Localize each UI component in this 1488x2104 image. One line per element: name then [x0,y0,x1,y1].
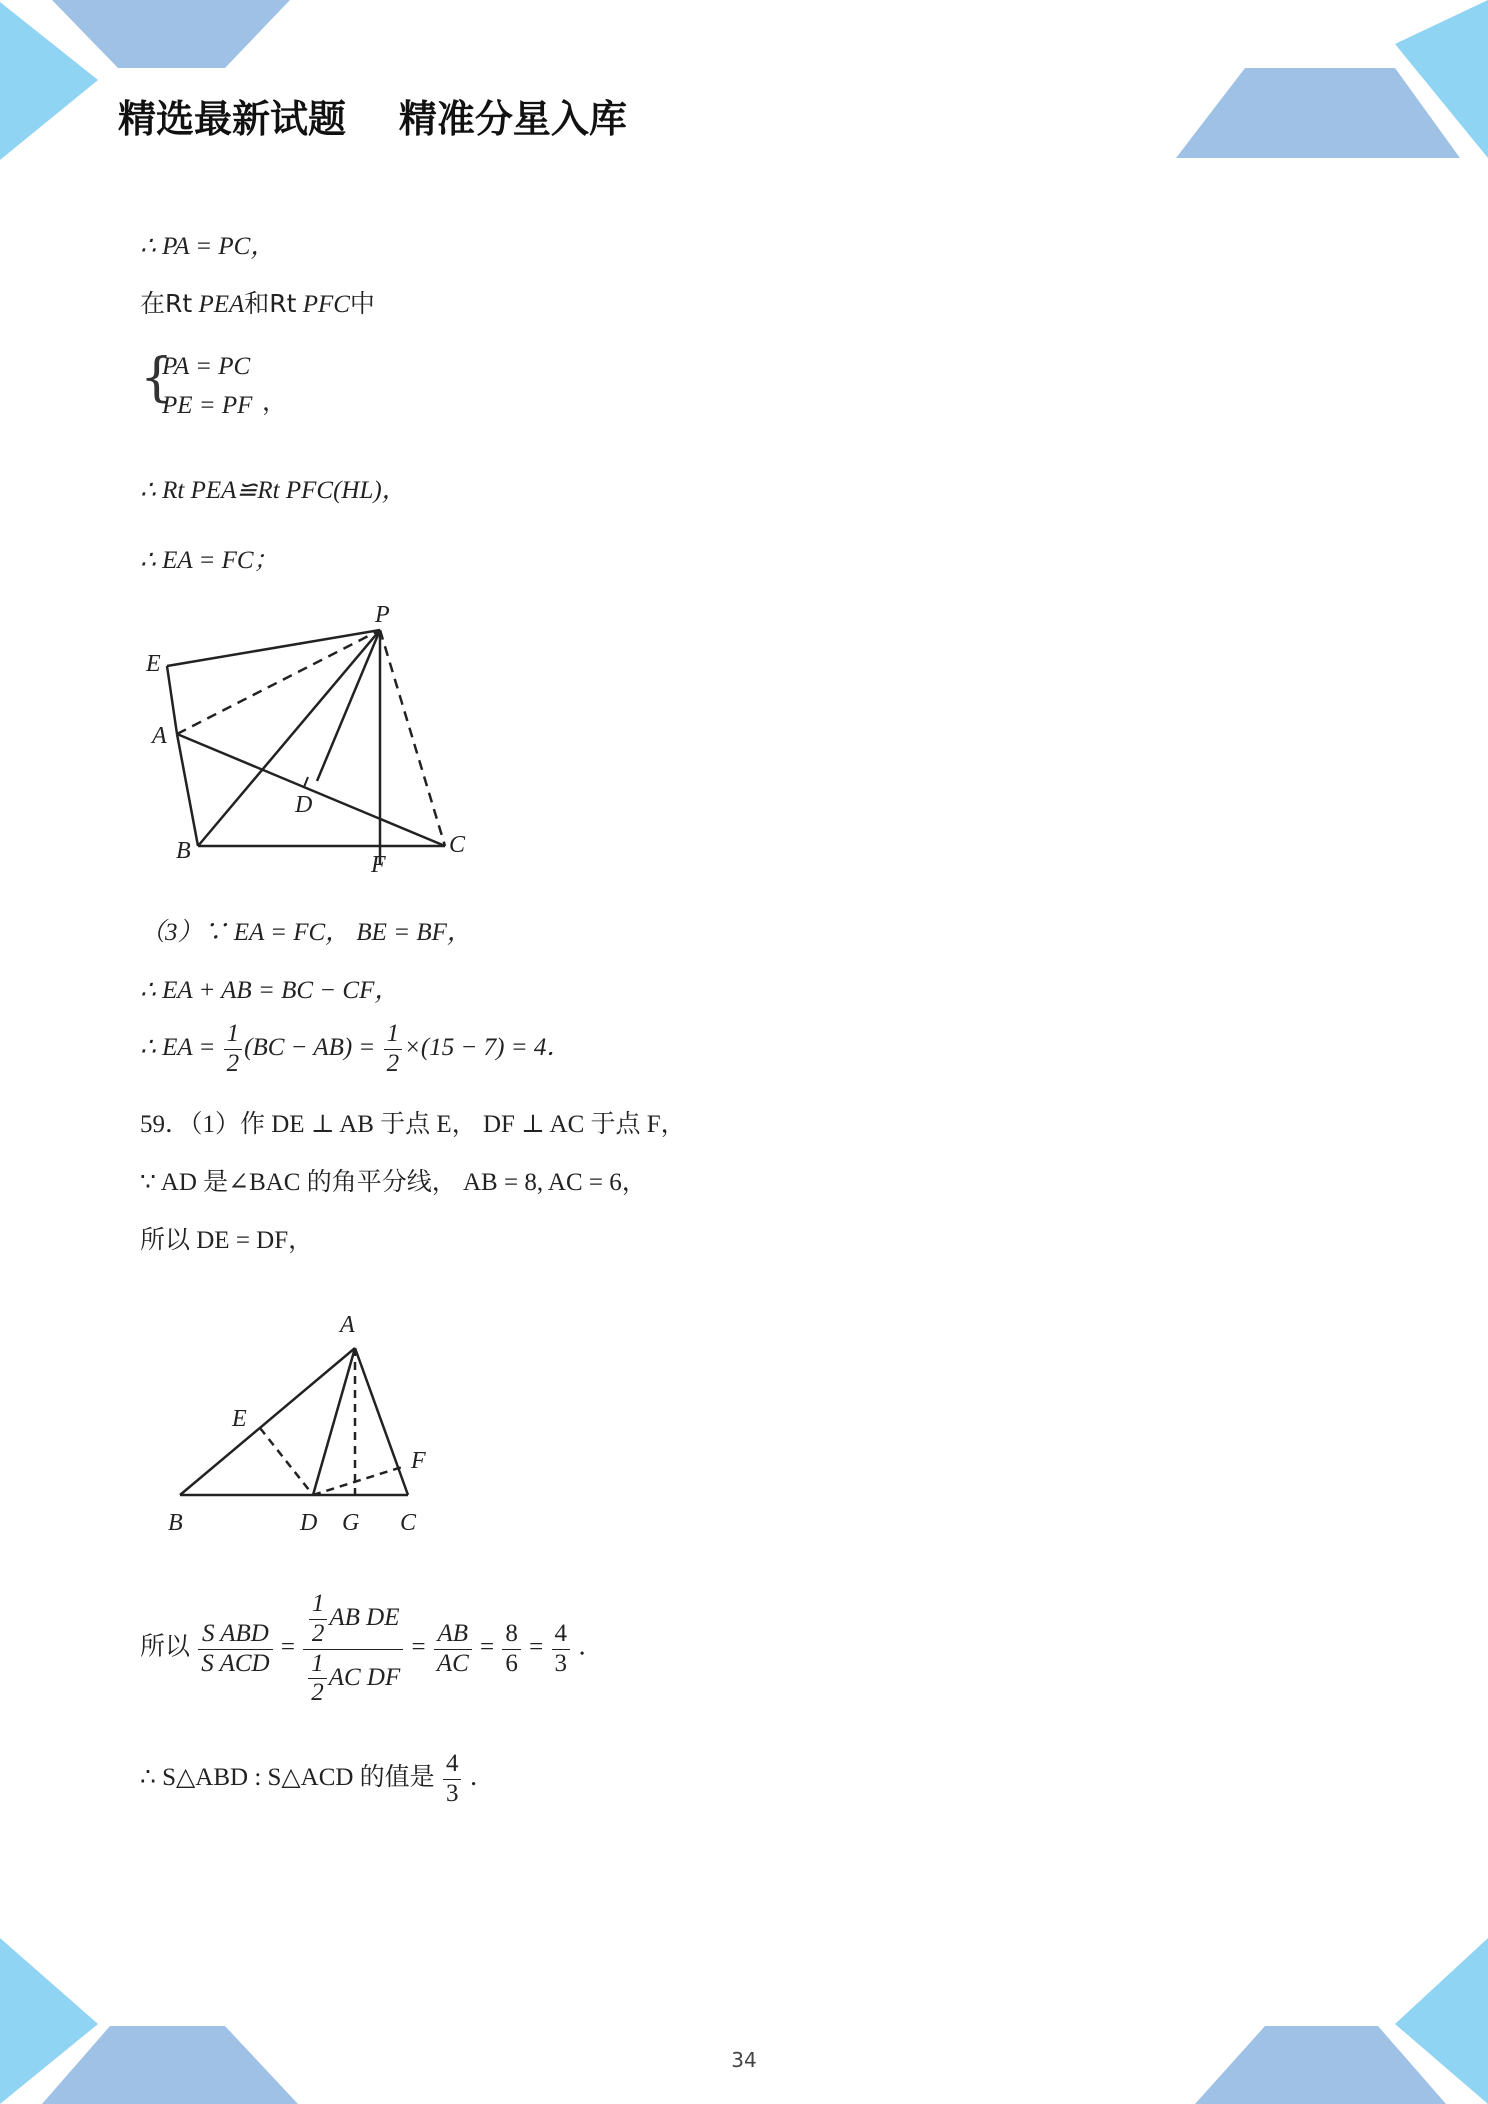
fraction [303,1590,403,1708]
math-segment: ∴ S△ABD : S△ACD 的值是 [140,1763,435,1791]
fraction-numerator: 1 [384,1020,403,1050]
text-segment: 和Rt [244,289,297,318]
math-segment: AC DF [328,1663,401,1691]
conclusion-line [140,1750,495,1809]
problem-59-line-3: 所以 DE = DF， [140,1227,314,1254]
fraction-numerator: 1 [309,1590,328,1620]
fraction [502,1620,521,1679]
top-left-trapezoid [52,0,290,68]
fraction [443,1750,462,1809]
fraction-numerator: 1 [224,1020,243,1050]
proof-line-5: （3）∵ EA = FC， BE = BF， [140,919,472,946]
proof-line-4: ∴ EA = FC； [140,547,279,574]
fraction-denominator: S ACD [201,1649,270,1677]
geometry-figure-2 [150,1300,450,1546]
segment-AD [313,1348,355,1495]
segment-DE-dashed [260,1428,313,1495]
math-segment: ×(15 − 7) = 4． [404,1033,572,1061]
fraction [198,1620,272,1679]
label-A: A [340,1312,355,1338]
top-right-trapezoid [1176,68,1460,158]
math-segment: AB DE [329,1603,400,1631]
period: ． [578,1633,604,1661]
label-P: P [375,602,390,628]
proof-line-1: ∴ PA = PC， [140,233,276,260]
fraction [309,1590,328,1649]
fraction-denominator: 2 [226,1049,240,1077]
fraction-numerator: S ABD [198,1620,272,1650]
fraction-denominator: AC [436,1649,469,1677]
equals-sign: = [411,1633,426,1661]
fraction-denominator [303,1650,403,1709]
segment-PC-dashed [380,630,445,846]
fraction-numerator: 8 [502,1620,521,1650]
period: ． [469,1763,495,1791]
fraction-denominator: 2 [311,1679,324,1707]
equals-sign: = [529,1633,544,1661]
segment-DF-dashed [313,1467,402,1495]
ratio-equation [140,1590,603,1708]
proof-line-2 [140,284,375,320]
label-G: G [342,1510,360,1536]
fraction-denominator: 6 [505,1649,518,1677]
fraction-numerator: 4 [552,1620,571,1650]
segment-AB [180,1348,355,1495]
fraction-denominator: 3 [554,1649,567,1677]
header-title: 精选最新试题 精准分星入库 [118,97,627,141]
segment-EP [167,630,380,666]
system-brace: { [140,348,174,408]
fraction [308,1650,327,1709]
label-A: A [152,723,167,749]
proof-line-3: ∴ Rt PEA≌Rt PFC(HL)， [140,477,407,504]
equals-sign: = [480,1633,495,1661]
geometry-figure-1 [140,598,480,882]
segment-PB [198,630,380,846]
segment-AP-dashed [177,630,380,734]
math-segment: (BC − AB) = [244,1033,376,1061]
system-eq-2: PE = PF [162,392,253,419]
fraction-denominator: 3 [445,1779,459,1807]
problem-59-line-2: ∵ AD 是∠BAC 的角平分线， AB = 8, AC = 6， [140,1169,647,1196]
fraction-denominator: 2 [386,1049,400,1077]
label-E: E [146,651,161,677]
problem-59-line-1: 59．（1）作 DE ⊥ AB 于点 E， DF ⊥ AC 于点 F， [140,1111,686,1138]
text-segment: 中 [349,289,375,318]
fraction-denominator: 2 [311,1619,325,1647]
fraction [224,1020,243,1079]
label-F: F [411,1448,426,1474]
fraction [384,1020,403,1079]
fraction-numerator [303,1590,403,1650]
fraction [552,1620,571,1679]
system-eq-1: PA = PC [162,353,251,380]
fraction-numerator: AB [434,1620,472,1650]
math-segment: ∴ EA = [140,1033,216,1061]
label-B: B [176,838,191,864]
bottom-right-triangle [1395,1938,1488,2104]
fraction [434,1620,472,1679]
label-D: D [300,1510,318,1536]
label-F: F [371,852,386,878]
equals-sign: = [280,1633,295,1661]
text-segment: 在Rt [140,289,193,318]
proof-line-7 [140,1020,571,1079]
label-D: D [295,792,313,818]
top-left-triangle [0,2,98,160]
system-comma: ， [262,389,288,416]
label-B: B [168,1510,183,1536]
segment-AB [177,734,198,846]
label-E: E [232,1406,247,1432]
top-right-triangle [1395,0,1488,158]
proof-line-6: ∴ EA + AB = BC − CF， [140,977,400,1004]
math-segment: PFC [302,291,350,318]
label-C: C [400,1510,417,1536]
fraction-numerator: 1 [308,1650,327,1680]
segment-PD [317,630,380,781]
fraction-numerator: 4 [443,1750,462,1780]
math-segment: PEA [198,291,245,318]
segment-EA [167,666,177,734]
page-number: 34 [731,2048,757,2072]
bottom-left-triangle [0,1938,98,2104]
label-C: C [449,832,466,858]
text-segment: 所以 [140,1631,191,1661]
